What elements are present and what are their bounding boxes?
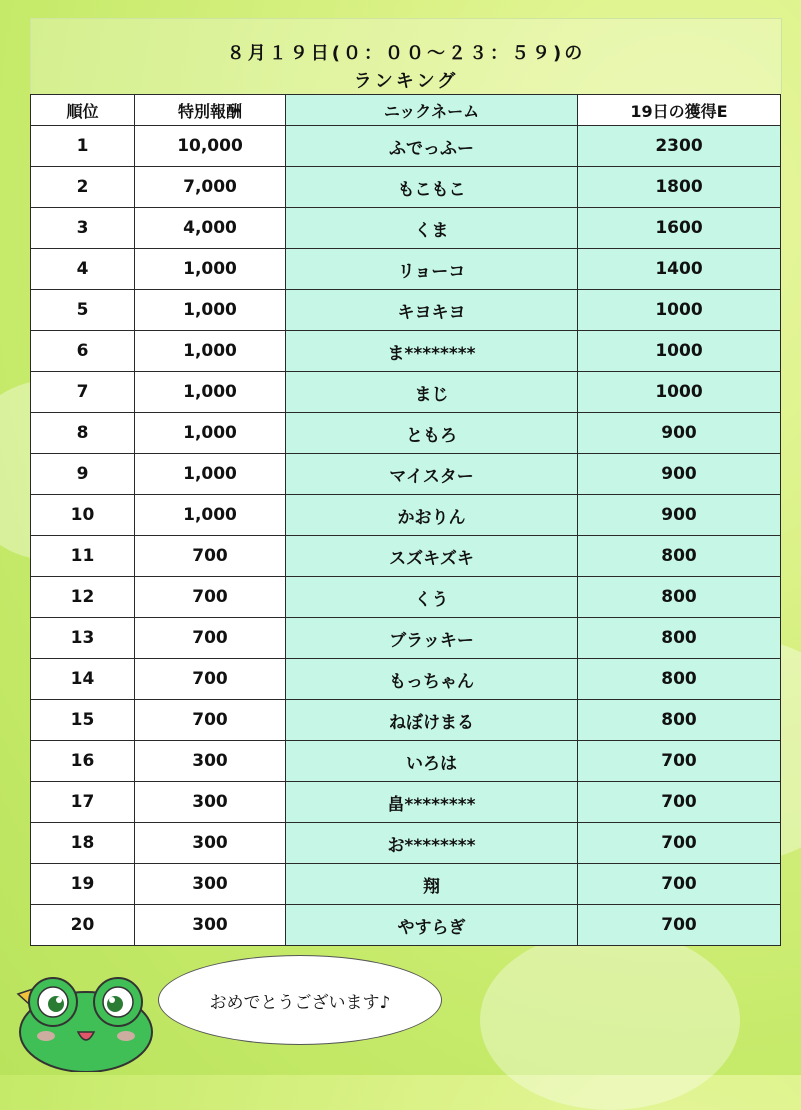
rank-cell: 19 [31, 864, 135, 905]
rank-cell: 6 [31, 331, 135, 372]
earned-cell: 2300 [578, 126, 781, 167]
table-row [31, 741, 781, 782]
reward-cell: 4,000 [135, 208, 286, 249]
nickname-cell: くう [286, 577, 578, 618]
reward-cell: 1,000 [135, 454, 286, 495]
table-row [31, 659, 781, 700]
rank-cell: 7 [31, 372, 135, 413]
nickname-cell: キヨキヨ [286, 290, 578, 331]
rank-cell: 13 [31, 618, 135, 659]
reward-cell: 300 [135, 823, 286, 864]
ranking-table [30, 94, 781, 946]
header-reward: 特別報酬 [135, 95, 286, 126]
nickname-cell: ともろ [286, 413, 578, 454]
table-row [31, 536, 781, 577]
table-row [31, 864, 781, 905]
rank-cell: 9 [31, 454, 135, 495]
rank-cell: 15 [31, 700, 135, 741]
table-row [31, 782, 781, 823]
rank-cell: 1 [31, 126, 135, 167]
nickname-cell: ふでっふー [286, 126, 578, 167]
reward-cell: 10,000 [135, 126, 286, 167]
rank-cell: 17 [31, 782, 135, 823]
title-date-range: ８月１９日(０：００～２３：５９)の [226, 43, 586, 64]
nickname-cell: 畠******** [286, 782, 578, 823]
earned-cell: 700 [578, 741, 781, 782]
earned-cell: 800 [578, 577, 781, 618]
table-row [31, 290, 781, 331]
reward-cell: 300 [135, 782, 286, 823]
earned-cell: 800 [578, 618, 781, 659]
congrats-text: おめでとうございます♪ [209, 992, 391, 1013]
background-bokeh [480, 930, 740, 1110]
table-row [31, 413, 781, 454]
earned-cell: 700 [578, 823, 781, 864]
earned-cell: 1600 [578, 208, 781, 249]
earned-cell: 1000 [578, 331, 781, 372]
table-row [31, 454, 781, 495]
nickname-cell: お******** [286, 823, 578, 864]
earned-cell: 800 [578, 659, 781, 700]
nickname-cell: もっちゃん [286, 659, 578, 700]
earned-cell: 900 [578, 495, 781, 536]
congrats-speech-bubble [158, 955, 442, 1045]
table-row [31, 126, 781, 167]
rank-cell: 4 [31, 249, 135, 290]
header-nickname: ニックネーム [286, 95, 578, 126]
table-row [31, 249, 781, 290]
nickname-cell: ま******** [286, 331, 578, 372]
earned-cell: 700 [578, 905, 781, 946]
rank-cell: 16 [31, 741, 135, 782]
nickname-cell: ねぼけまる [286, 700, 578, 741]
table-row [31, 495, 781, 536]
table-row [31, 331, 781, 372]
reward-cell: 300 [135, 905, 286, 946]
table-row [31, 208, 781, 249]
nickname-cell: やすらぎ [286, 905, 578, 946]
nickname-cell: ブラッキー [286, 618, 578, 659]
earned-cell: 1000 [578, 290, 781, 331]
rank-cell: 2 [31, 167, 135, 208]
earned-cell: 1000 [578, 372, 781, 413]
earned-cell: 800 [578, 700, 781, 741]
nickname-cell: マイスター [286, 454, 578, 495]
nickname-cell: まじ [286, 372, 578, 413]
rank-cell: 8 [31, 413, 135, 454]
reward-cell: 700 [135, 659, 286, 700]
nickname-cell: かおりん [286, 495, 578, 536]
ranking-title [30, 18, 782, 94]
rank-cell: 10 [31, 495, 135, 536]
nickname-cell: 翔 [286, 864, 578, 905]
table-row [31, 618, 781, 659]
reward-cell: 300 [135, 864, 286, 905]
nickname-cell: リョーコ [286, 249, 578, 290]
earned-cell: 900 [578, 454, 781, 495]
reward-cell: 1,000 [135, 290, 286, 331]
rank-cell: 18 [31, 823, 135, 864]
table-row [31, 700, 781, 741]
header-earned: 19日の獲得E [578, 95, 781, 126]
nickname-cell: スズキズキ [286, 536, 578, 577]
table-row [31, 372, 781, 413]
reward-cell: 1,000 [135, 249, 286, 290]
frog-mascot-icon [8, 972, 158, 1072]
earned-cell: 700 [578, 864, 781, 905]
rank-cell: 5 [31, 290, 135, 331]
table-row [31, 823, 781, 864]
rank-cell: 3 [31, 208, 135, 249]
reward-cell: 1,000 [135, 372, 286, 413]
earned-cell: 900 [578, 413, 781, 454]
nickname-cell: もこもこ [286, 167, 578, 208]
earned-cell: 700 [578, 782, 781, 823]
reward-cell: 7,000 [135, 167, 286, 208]
rank-cell: 11 [31, 536, 135, 577]
reward-cell: 1,000 [135, 331, 286, 372]
reward-cell: 700 [135, 536, 286, 577]
earned-cell: 800 [578, 536, 781, 577]
title-ranking: ランキング [353, 71, 459, 92]
reward-cell: 700 [135, 618, 286, 659]
reward-cell: 300 [135, 741, 286, 782]
nickname-cell: いろは [286, 741, 578, 782]
table-header-row [31, 95, 781, 126]
table-row [31, 167, 781, 208]
rank-cell: 14 [31, 659, 135, 700]
earned-cell: 1400 [578, 249, 781, 290]
nickname-cell: くま [286, 208, 578, 249]
reward-cell: 1,000 [135, 495, 286, 536]
reward-cell: 700 [135, 577, 286, 618]
rank-cell: 20 [31, 905, 135, 946]
header-rank: 順位 [31, 95, 135, 126]
rank-cell: 12 [31, 577, 135, 618]
table-row [31, 577, 781, 618]
earned-cell: 1800 [578, 167, 781, 208]
reward-cell: 700 [135, 700, 286, 741]
table-row [31, 905, 781, 946]
reward-cell: 1,000 [135, 413, 286, 454]
